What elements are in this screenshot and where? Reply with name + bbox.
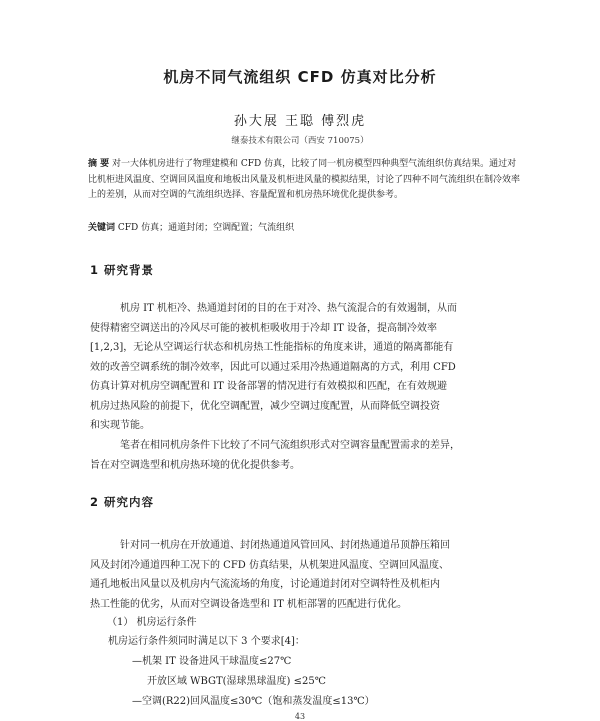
requirement-item: —机架 IT 设备进风干球温度≤27℃ [132,656,292,667]
abstract-text: 对一大体机房进行了物理建模和 CFD 仿真，比较了同一机房模型四种典型气流组织仿真结果。通过对比机柜进风温度、空调回风温度和地板出风量及机柜进风量的模拟结果，讨论了四种不同气流组织在制冷效率上的差别，从而对空调的气流组织选择、容量配置和机房热环境优化提供参考。 [88,159,521,200]
requirement-item: —空调(R22)回风温度≤30℃（饱和蒸发温度≤13℃） [132,696,375,707]
affiliation: 继泰技术有限公司（西安 710075） [231,136,369,146]
keywords [88,221,524,236]
section2-paragraph1 [90,536,526,614]
section2-heading: 2 研究内容 [90,495,155,509]
section1-heading: 1 研究背景 [90,263,155,277]
authors: 孙大展 王聪 傅烈虎 [233,114,367,129]
text-line: 和实现节能。 [90,420,150,431]
text-line: 热工性能的优劣，从而对空调设备选型和 IT 机柜部署的匹配进行优化。 [90,598,407,610]
section1-paragraph1 [90,299,526,436]
text-line: 效的改善空调系统的制冷效率，因此可以通过采用冷热通道隔离的方式，利用 CFD [90,361,456,373]
text-line: 风及封闭冷通道四种工况下的 CFD 仿真结果，从机架进风温度、空调回风温度、 [90,559,449,571]
subsection-heading: （1） 机房运行条件 [107,617,197,628]
page-number: 43 [294,712,306,721]
text-line: 旨在对空调选型和机房热环境的优化提供参考。 [90,459,300,471]
text-line: 通孔地板出风量以及机房内气流流场的角度，讨论通道封闭对空调特性及机柜内 [90,579,440,590]
text-line: 针对同一机房在开放通道、封闭热通道风管回风、封闭热通道吊顶静压箱回 [120,540,450,551]
abstract-label: 摘 要 [88,159,110,169]
paper-title: 机房不同气流组织 CFD 仿真对比分析 [163,68,437,86]
text-line: [1,2,3]，无论从空调运行状态和机房热工性能指标的角度来讲，通道的隔离都能有 [90,342,454,353]
text-line: 机房 IT 机柜冷、热通道封闭的目的在于对冷、热气流混合的有效遏制，从而 [120,303,457,314]
requirement-item: 开放区域 WBGT(湿球黑球温度) ≤25℃ [147,676,326,687]
text-line: 使得精密空调送出的冷风尽可能的被机柜吸收用于冷却 IT 设备，提高制冷效率 [90,322,437,334]
text-line: 仿真计算对机房空调配置和 IT 设备部署的情况进行有效模拟和匹配，在有效规避 [90,381,447,392]
keywords-label: 关键词 [88,223,116,233]
abstract [88,157,524,204]
requirements-intro: 机房运行条件须同时满足以下 3 个要求[4]： [108,636,305,647]
keywords-text: CFD 仿真；通道封闭；空调配置；气流组织 [117,223,295,233]
text-line: 笔者在相同机房条件下比较了不同气流组织形式对空调容量配置需求的差异， [120,440,460,451]
section1-paragraph2 [90,436,526,475]
text-line: 机房过热风险的前提下，优化空调配置，减少空调过度配置，从而降低空调投资 [90,400,440,412]
